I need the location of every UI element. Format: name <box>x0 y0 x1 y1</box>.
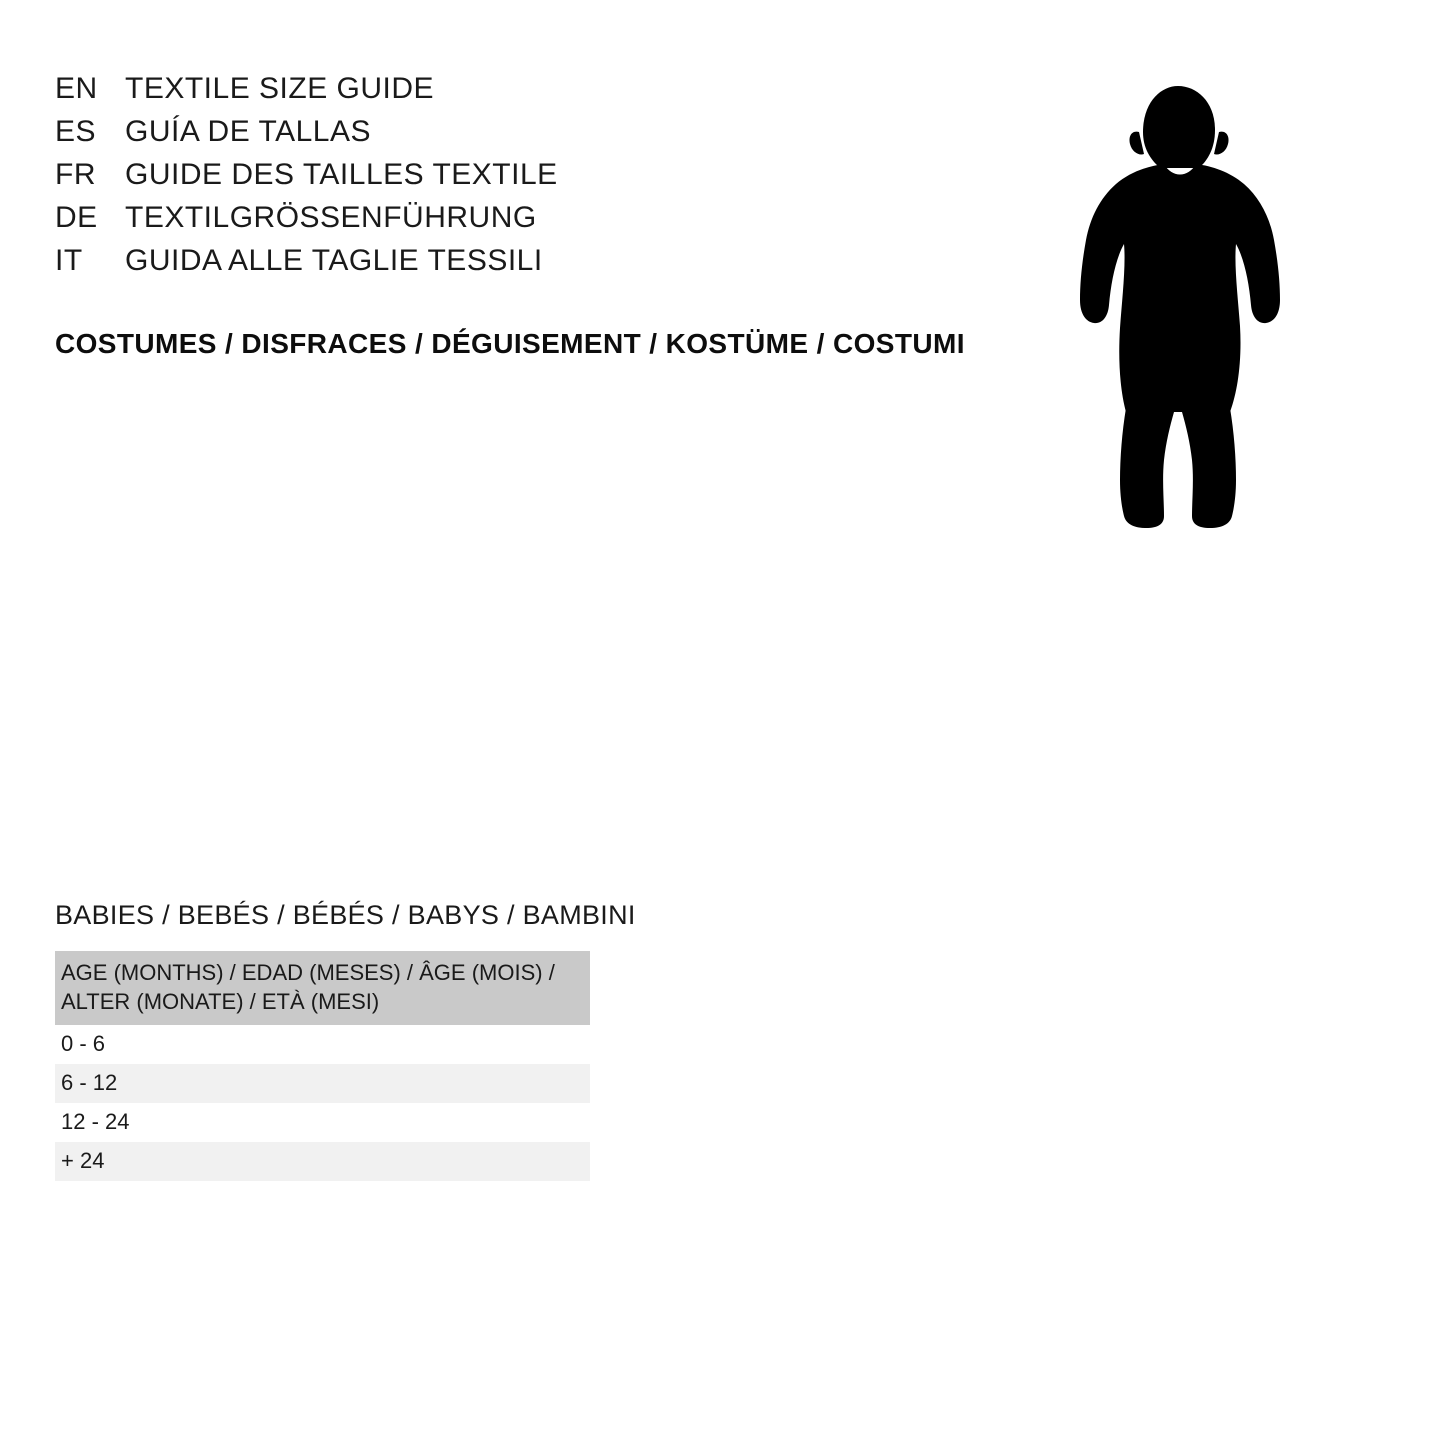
language-code: EN <box>55 72 98 105</box>
cell-age-range: 12 - 24 <box>55 1103 590 1142</box>
table-row <box>55 1025 590 1064</box>
language-code: ES <box>55 115 97 148</box>
language-title: GUIDA ALLE TAGLIE TESSILI <box>125 244 543 277</box>
language-row <box>55 158 1015 201</box>
size-table <box>55 951 590 1181</box>
language-row <box>55 72 1015 115</box>
language-header-block <box>55 72 1015 287</box>
table-row <box>55 1064 590 1103</box>
table-row <box>55 1142 590 1181</box>
language-row <box>55 244 1015 287</box>
language-title: TEXTILE SIZE GUIDE <box>125 72 435 105</box>
language-code: DE <box>55 201 98 234</box>
language-row <box>55 115 1015 158</box>
cell-age-range: 6 - 12 <box>55 1064 590 1103</box>
size-table-section <box>55 900 636 1181</box>
cell-age-range: 0 - 6 <box>55 1025 590 1064</box>
table-row <box>55 1103 590 1142</box>
category-heading: COSTUMES / DISFRACES / DÉGUISEMENT / KOSTÜME / COSTUMI <box>55 328 965 359</box>
column-header-age: AGE (MONTHS) / EDAD (MESES) / ÂGE (MOIS) / ALTER (MONATE) / ETÀ (MESI) <box>55 951 590 1025</box>
language-title: TEXTILGRÖSSENFÜHRUNG <box>125 201 537 234</box>
toddler-silhouette-icon <box>1060 60 1290 530</box>
language-title: GUIDE DES TAILLES TEXTILE <box>125 158 558 191</box>
language-code: FR <box>55 158 96 191</box>
language-title: GUÍA DE TALLAS <box>125 115 371 148</box>
language-row <box>55 201 1015 244</box>
cell-age-range: + 24 <box>55 1142 590 1181</box>
table-header-row <box>55 951 590 1025</box>
size-table-caption: BABIES / BEBÉS / BÉBÉS / BABYS / BAMBINI <box>55 900 636 930</box>
language-code: IT <box>55 244 83 277</box>
